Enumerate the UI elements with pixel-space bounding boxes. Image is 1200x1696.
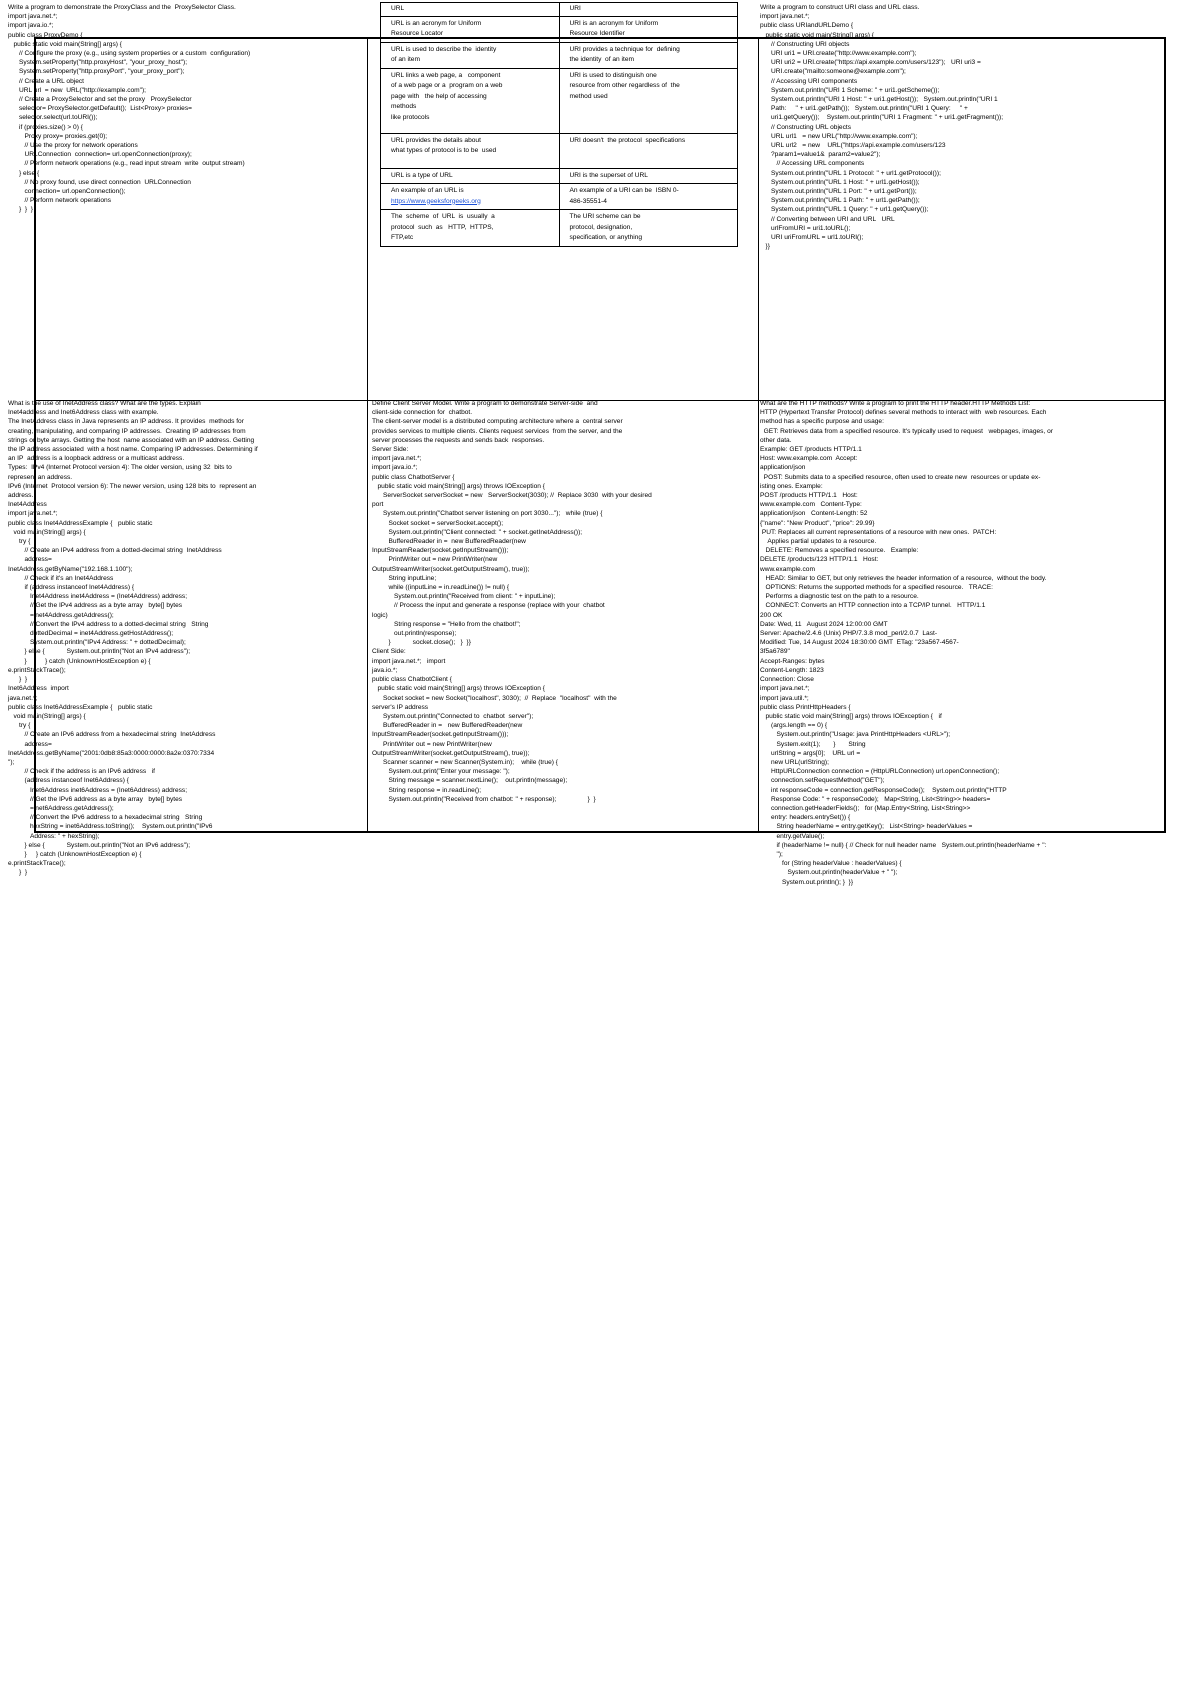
table-cell [381,184,560,210]
table-cell: The URI scheme can be protocol, designation, specification, or anything [559,210,738,247]
table-row [381,210,738,247]
table-row [381,42,738,68]
url-vs-uri-table [380,2,738,247]
table-cell: URL is a type of URL [381,168,560,184]
table-row [381,16,738,42]
table-cell: URL is an acronym for Uniform Resource Locator [381,16,560,42]
table-cell: An example of a URI can be ISBN 0- 486-35551-4 [559,184,738,210]
proxy-class-section: Write a program to demonstrate the ProxyClass and the ProxySelector Class. import java.net.*; import java.io.*; public class ProxyDemo { public static void main(String[] args) { // Configure the proxy (e.g., using system properties or a custom configuration) System.setProperty("http.proxyHost", "your_proxy_host"); System.setProperty("http.proxyPort", "your_proxy_port"); // Create a URL object URL url = new URL("http://example.com"); // Create a ProxySelector and set the proxy ProxySelector selector= ProxySelector.getDefault(); List<Proxy> proxies= selector.select(url.toURI()); if (proxies.size() > 0) { Proxy proxy= proxies.get(0); // Use the proxy for network operations URLConnection connection= url.openConnection(proxy); // Perform network operations (e.g., read input stream write output stream) } else { // No proxy found, use direct connection URLConnection connection= url.openConnection(); // Perform network operations } } } [8,4,251,214]
inetaddress-section: What is the use of InetAddress class? What are the types. Explain Inet4address and Inet6Address class with example. The InetAddress class in Java represents an IP address. It provides methods for creating, manipulating, and comparing IP addresses. Creating IP addresses from strings or byte arrays. Getting the host name associated with an IP address. Getting the IP address associated with a host name. Comparing IP addresses. Determining if an IP address is a loopback address or a multicast address. Types: IPv4 (Internet Protocol version 4): The older version, using 32 bits to represent an address. IPv6 (Internet Protocol version 6): The newer version, using 128 bits to represent an address. Inet4Address import java.net.*; public class Inet4AddressExample { public static void main(String[] args) { try { // Create an IPv4 address from a dotted-decimal string InetAddress address= InetAddress.getByName("192.168.1.100"); // Check if it's an Inet4Address if (address instanceof Inet4Address) { Inet4Address inet4Address = (Inet4Address) address; // Get the IPv4 address as a byte array byte[] bytes =inet4Address.getAddress(); // Convert the IPv4 address to a dotted-decimal string String dottedDecimal = inet4Address.getHostAddress(); System.out.println("IPv4 Address: " + dottedDecimal); } else { System.out.println("Not an IPv4 address"); } } catch (UnknownHostException e) { e.printStackTrace(); } } Inet6Address import java.net.*; public class Inet6AddressExample { public static void main(String[] args) { try { // Create an IPv6 address from a hexadecimal string InetAddress address= InetAddress.getByName("2001:0db8:85a3:0000:0000:8a2e:0370:7334 "); // Check if the address is an IPv6 address if (address instanceof Inet6Address) { Inet6Address inet6Address = (Inet6Address) address; // Get the IPv6 address as a byte array byte[] bytes =inet6Address.getAddress(); // Convert the IPv6 address to a hexadecimal string String hexString = inet6Address.toString(); System.out.println("IPv6 Address: " + hexString); } else { System.out.println("Not an IPv6 address"); } } catch (UnknownHostException e) { e.printStackTrace(); } } [8,400,258,877]
column-divider [367,39,368,831]
table-header-uri: URI [559,3,738,17]
column-divider [758,39,759,831]
table-cell: URI is an acronym for Uniform Resource Identifier [559,16,738,42]
table-cell: URL links a web page, a component of a web page or a program on a web page with the help of accessing methods like protocols [381,68,560,133]
table-row [381,133,738,168]
table-row [381,168,738,184]
url-example-text: An example of an URL is [391,187,464,194]
table-row [381,184,738,210]
table-cell: URI is the superset of URL [559,168,738,184]
http-methods-section: What are the HTTP methods? Write a program to print the HTTP header.HTTP Methods List: HTTP (Hypertext Transfer Protocol) defines several methods to interact with web resources. Each method has a specific purpose and usage: GET: Retrieves data from a specified resource. It's typically used to request webpages, images, or other data. Example: GET /products HTTP/1.1 Host: www.example.com Accept: application/json POST: Submits data to a specified resource, often used to create new resources or update ex- isting ones. Example: POST /products HTTP/1.1 Host: www.example.com Content-Type: application/json Content-Length: 52 {"name": "New Product", "price": 29.99} PUT: Replaces all current representations of a resource with new ones. PATCH: Applies partial updates to a resource. DELETE: Removes a specified resource. Example: DELETE /products/123 HTTP/1.1 Host: www.example.com HEAD: Similar to GET, but only retrieves the header information of a resource, without the body. OPTIONS: Returns the supported methods for a specified resource. TRACE: Performs a diagnostic test on the path to a resource. CONNECT: Converts an HTTP connection into a TCP/IP tunnel. HTTP/1.1 200 OK Date: Wed, 11 August 2024 12:00:00 GMT Server: Apache/2.4.6 (Unix) PHP/7.3.8 mod_perl/2.0.7 Last- Modified: Tue, 14 August 2024 18:30:00 GMT ETag: "23a567-4567- 3f5a6789" Accept-Ranges: bytes Content-Length: 1823 Connection: Close import java.net.*; import java.util.*; public class PrintHttpHeaders { public static void main(String[] args) throws IOException { if (args.length == 0) { System.out.println("Usage: java PrintHttpHeaders <URL>"); System.exit(1); } String urlString = args[0]; URL url = new URL(urlString); HttpURLConnection connection = (HttpURLConnection) url.openConnection(); connection.setRequestMethod("GET"); int responseCode = connection.getResponseCode(); System.out.println("HTTP Response Code: " + responseCode); Map<String, List<String>> headers= connection.getHeaderFields(); for (Map.Entry<String, List<String>> entry: headers.entrySet()) { String headerName = entry.getKey(); List<String> headerValues = entry.getValue(); if (headerName != null) { // Check for null header name System.out.println(headerName + ": "); for (String headerValue : headerValues) { System.out.println(headerValue + " "); System.out.println(); } }} [760,400,1053,886]
table-cell: URI is used to distinguish one resource from other regardless of the method used [559,68,738,133]
table-cell: URI doesn't the protocol specifications [559,133,738,168]
table-cell: URI provides a technique for defining the identity of an item [559,42,738,68]
client-server-section: Define Client Server Model. Write a program to demonstrate Server-side and client-side connection for chatbot. The client-server model is a distributed computing architecture where a central server provides services to multiple clients. Clients request services from the server, and the server processes the requests and sends back responses. Server Side: import java.net.*; import java.io.*; public class ChatbotServer { public static void main(String[] args) throws IOException { ServerSocket serverSocket = new ServerSocket(3030); // Replace 3030 with your desired port System.out.println("Chatbot server listening on port 3030..."); while (true) { Socket socket = serverSocket.accept(); System.out.println("Client connected: " + socket.getInetAddress()); BufferedReader in = new BufferedReader(new InputStreamReader(socket.getInputStream())); PrintWriter out = new PrintWriter(new OutputStreamWriter(socket.getOutputStream(), true)); String inputLine; while ((inputLine = in.readLine()) != null) { System.out.println("Received from client: " + inputLine); // Process the input and generate a response (replace with your chatbot logic) String response = "Hello from the chatbot!"; out.println(response); } socket.close(); } }} Client Side: import java.net.*; import java.io.*; public class ChatbotClient { public static void main(String[] args) throws IOException { Socket socket = new Socket("localhost", 3030); // Replace "localhost" with the server's IP address System.out.println("Connected to chatbot server"); BufferedReader in = new BufferedReader(new InputStreamReader(socket.getInputStream())); PrintWriter out = new PrintWriter(new OutputStreamWriter(socket.getOutputStream(), true)); Scanner scanner = new Scanner(System.in); while (true) { System.out.print("Enter your message: "); String message = scanner.nextLine(); out.println(message); String response = in.readLine(); System.out.println("Received from chatbot: " + response); } } [372,400,652,803]
table-header-row [381,3,738,17]
table-cell: URL provides the details about what types of protocol is to be used [381,133,560,168]
table-header-url: URL [381,3,560,17]
uri-url-section: Write a program to construct URI class and URL class. import java.net.*; public class URIandURLDemo { public static void main(String[] args) { // Constructing URI objects URI uri1 = URI.create("http://www.example.com"); URI uri2 = URI.create("https://api.example.com/users/123"); URI uri3 = URI.create("mailto:someone@example.com"); // Accessing URI components System.out.println("URI 1 Scheme: " + uri1.getScheme()); System.out.println("URI 1 Host: " + uri1.getHost()); System.out.println("URI 1 Path: " + uri1.getPath()); System.out.println("URI 1 Query: " + uri1.getQuery()); System.out.println("URI 1 Fragment: " + uri1.getFragment()); // Constructing URL objects URL url1 = new URL("http://www.example.com"); URL url2 = new URL("https://api.example.com/users/123 ?param1=value1& param2=value2"); // Accessing URL components System.out.println("URL 1 Protocol: " + url1.getProtocol()); System.out.println("URL 1 Host: " + url1.getHost()); System.out.println("URL 1 Port: " + url1.getPort()); System.out.println("URL 1 Path: " + url1.getPath()); System.out.println("URL 1 Query: " + url1.getQuery()); // Converting between URI and URL URL urlFromURI = uri1.toURL(); URI uriFromURL = url1.toURI(); }} [760,4,1004,251]
table-cell: URL is used to describe the identity of an item [381,42,560,68]
table-row [381,68,738,133]
table-cell: The scheme of URL is usually a protocol such as HTTP, HTTPS, FTP,etc [381,210,560,247]
url-example-link[interactable]: https://www.geeksforgeeks.org [391,197,481,205]
